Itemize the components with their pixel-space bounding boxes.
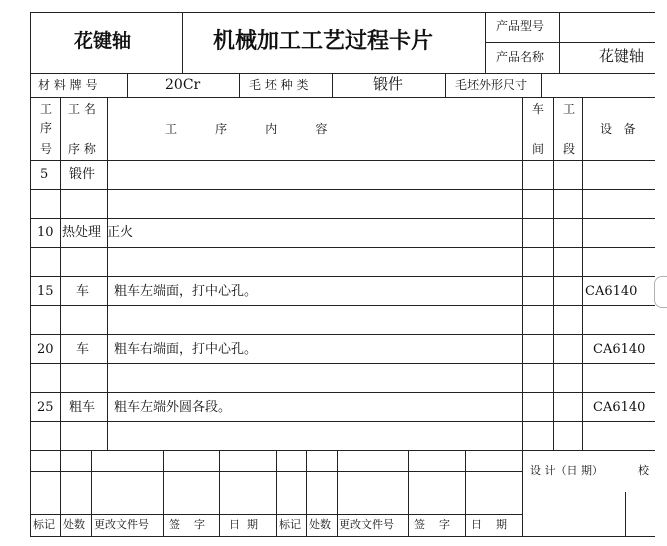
footer-mark-label: 标记 [279,518,301,531]
card-title: 机械加工工艺过程卡片 [213,28,434,54]
page-scroll-handle[interactable] [654,276,667,308]
blank-type-value[interactable]: 锻件 [373,75,404,93]
col-workshop-2: 间 [532,142,545,156]
col-seq-no-1: 工 [40,102,53,116]
blank-size-value[interactable] [542,74,654,96]
col-seq-no-2: 序 [40,121,53,135]
op-no: 25 [37,400,54,415]
design-date-label: 设 计（日 期） [530,464,603,477]
footer-sign-label: 签 字 [169,518,205,531]
op-name: 车 [76,342,90,357]
op-name: 粗车 [69,400,96,415]
footer-change-doc-label: 更改文件号 [339,518,394,531]
footer-date-label: 日 期 [471,518,507,531]
part-name: 花键轴 [74,30,132,52]
footer-change-doc-label: 更改文件号 [94,518,149,531]
footer-mark-label: 标记 [33,518,55,531]
footer-count-label: 处数 [63,518,85,531]
blank-type-label: 毛 坯 种 类 [249,78,309,92]
op-no: 5 [40,167,49,182]
op-name: 车 [76,284,90,299]
col-op-name-1: 工 名 [68,102,96,116]
footer-sign-label: 签 字 [414,518,450,531]
material-value[interactable]: 20Cr [165,77,201,93]
op-no: 20 [37,342,54,357]
col-workshop-1: 车 [532,102,545,116]
op-name: 热处理 [62,225,102,240]
op-content: 粗车左端外圆各段。 [114,400,232,415]
op-content: 粗车左端面，打中心孔。 [114,284,258,299]
product-name-value[interactable]: 花键轴 [599,47,645,65]
product-name-label: 产品名称 [496,50,545,64]
footer-count-label: 处数 [309,518,331,531]
op-equipment: CA6140 [585,284,638,299]
footer-date-label: 日 期 [229,518,258,531]
col-section-1: 工 [563,102,576,116]
op-no: 10 [37,225,54,240]
col-content: 工 序 内 容 [165,122,328,136]
op-equipment: CA6140 [593,400,646,415]
col-equipment: 设 备 [600,122,636,136]
blank-size-label: 毛坯外形尺寸 [455,78,528,92]
op-content: 正火 [107,225,134,240]
col-op-name-2: 序 称 [68,142,96,156]
check-label: 校 [638,464,649,477]
material-label: 材 料 牌 号 [38,78,98,92]
product-model-label: 产品型号 [496,19,545,33]
op-no: 15 [37,284,54,299]
col-section-2: 段 [563,142,576,156]
col-seq-no-3: 号 [40,142,53,156]
op-name: 锻件 [69,167,96,182]
op-content: 粗车右端面，打中心孔。 [114,342,258,357]
op-equipment: CA6140 [593,342,646,357]
